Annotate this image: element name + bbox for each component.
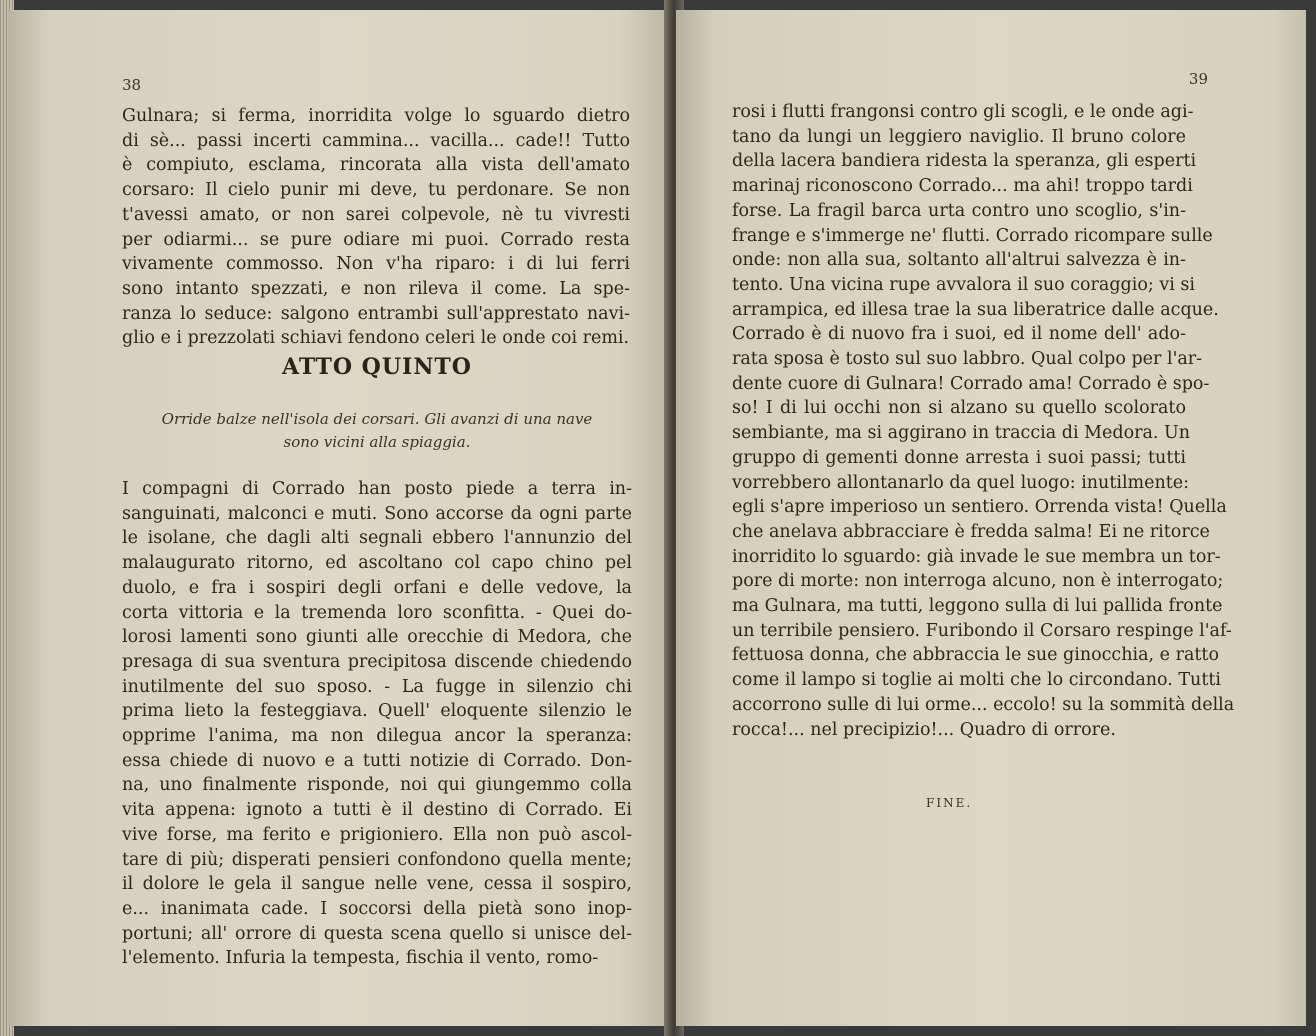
text-line: di sè... passi incerti cammina... vacilla... cade!! Tutto bbox=[122, 130, 630, 151]
page-number: 39 bbox=[1188, 70, 1208, 88]
paragraph bbox=[122, 477, 632, 971]
text-line: e... inanimata cade. I soccorsi della pietà sono inop- bbox=[122, 898, 632, 919]
text-line: vorrebbero allontanarlo da quel luogo: inutilmente: bbox=[732, 472, 1190, 493]
act-heading: ATTO QUINTO bbox=[282, 354, 472, 380]
text-line: glio e i prezzolati schiavi fendono celeri le onde coi remi. bbox=[122, 328, 630, 349]
paragraph bbox=[732, 100, 1235, 742]
text-line: che anelava abbracciare è fredda salma! Ei ne ritorce bbox=[732, 521, 1210, 542]
page-number: 38 bbox=[122, 76, 142, 94]
text-line: so! I di lui occhi non si alzano su quello scolorato bbox=[732, 398, 1186, 419]
text-line: lorosi lamenti sono giunti alle orecchie di Medora, che bbox=[122, 627, 632, 648]
text-line: tano da lungi un leggiero naviglio. Il bruno colore bbox=[732, 126, 1186, 147]
text-line: t'avessi amato, or non sarei colpevole, nè tu vivresti bbox=[122, 204, 630, 225]
text-line: accorrono sulle di lui orme... eccolo! su la sommità della bbox=[732, 694, 1235, 715]
text-line: per odiarmi... se pure odiare mi puoi. Corrado resta bbox=[122, 229, 630, 250]
text-line: forse. La fragil barca urta contro uno scoglio, s'in- bbox=[732, 200, 1186, 221]
text-line: duolo, e fra i sospiri degli orfani e delle vedove, la bbox=[122, 577, 632, 598]
stage-direction bbox=[122, 408, 632, 454]
text-line: vita appena: ignoto a tutti è il destino di Corrado. Ei bbox=[122, 800, 632, 821]
text-line: rata sposa è tosto sul suo labbro. Qual colpo per l'ar- bbox=[732, 349, 1203, 370]
text-line: Orride balze nell'isola dei corsari. Gli avanzi di una nave bbox=[161, 410, 593, 428]
text-line: essa chiede di nuovo e a tutti notizie di Corrado. Don- bbox=[122, 750, 632, 771]
text-line: tare di più; disperati pensieri confondono quella mente; bbox=[122, 849, 632, 870]
text-line: tento. Una vicina rupe avvalora il suo coraggio; vi si bbox=[732, 274, 1195, 295]
text-line: vivamente commosso. Non v'ha riparo: i di lui ferri bbox=[122, 254, 630, 275]
text-line: na, uno finalmente risponde, noi qui giungemmo colla bbox=[122, 775, 632, 796]
text-line: Gulnara; si ferma, inorridita volge lo sguardo dietro bbox=[122, 106, 630, 126]
text-line: vive forse, ma ferito e prigioniero. Ella non può ascol- bbox=[122, 824, 632, 845]
text-line: è compiuto, esclama, rincorata alla vista dell'amato bbox=[122, 155, 630, 176]
text-line: frange e s'immerge ne' flutti. Corrado ricompare sulle bbox=[732, 225, 1213, 246]
right-page bbox=[676, 10, 1306, 1026]
text-line: un terribile pensiero. Furibondo il Corsaro respinge l'af- bbox=[732, 620, 1232, 641]
text-line: rocca!... nel precipizio!... Quadro di orrore. bbox=[732, 719, 1116, 740]
text-line: prima lieto la festeggiava. Quell' eloquente silenzio le bbox=[122, 701, 632, 722]
text-line: malaugurato ritorno, ed ascoltano col capo chino pel bbox=[122, 553, 632, 574]
text-line: dente cuore di Gulnara! Corrado ama! Corrado è spo- bbox=[732, 373, 1210, 394]
text-line: il dolore le gela il sangue nelle vene, cessa il sospiro, bbox=[122, 874, 632, 895]
text-line: gruppo di gementi donne arresta i suoi passi; tutti bbox=[732, 447, 1186, 468]
text-line: opprime l'anima, ma non dilegua ancor la speranza: bbox=[122, 726, 632, 747]
text-line: onde: non alla sua, soltanto all'altrui salvezza è in- bbox=[732, 250, 1186, 271]
text-line: le isolane, che dagli alti segnali ebbero l'annunzio del bbox=[122, 528, 632, 549]
left-page bbox=[8, 10, 672, 1026]
text-line: egli s'apre imperioso un sentiero. Orrenda vista! Quella bbox=[732, 497, 1227, 518]
text-line: corsaro: Il cielo punir mi deve, tu perdonare. Se non bbox=[122, 180, 630, 201]
text-line: sembiante, ma si aggirano in traccia di Medora. Un bbox=[732, 423, 1191, 444]
text-line: l'elemento. Infuria la tempesta, fischia il vento, romo- bbox=[122, 948, 599, 969]
text-line: presaga di sua sventura precipitosa discende chiedendo bbox=[122, 651, 632, 672]
text-line: inorridito lo sguardo: già invade le sue membra un tor- bbox=[732, 546, 1221, 567]
text-line: rosi i flutti frangonsi contro gli scogli, e le onde agi- bbox=[732, 102, 1194, 122]
paragraph bbox=[122, 104, 630, 351]
text-line: pore di morte: non interroga alcuno, non è interrogato; bbox=[732, 571, 1224, 592]
text-line: sanguinati, malconci e muti. Sono accorse da ogni parte bbox=[122, 503, 632, 524]
text-line: corta vittoria e la tremenda loro sconfitta. - Quei do- bbox=[122, 602, 632, 623]
text-line: Corrado è di nuovo fra i suoi, ed il nome dell' ado- bbox=[732, 324, 1186, 345]
text-line: sono vicini alla spiaggia. bbox=[283, 433, 471, 451]
text-line: portuni; all' orrore di questa scena quello si unisce del- bbox=[122, 923, 632, 944]
text-line: ma Gulnara, ma tutti, leggono sulla di lui pallida fronte bbox=[732, 596, 1223, 617]
text-line: I compagni di Corrado han posto piede a terra in- bbox=[122, 479, 632, 499]
text-line: della lacera bandiera ridesta la speranza, gli esperti bbox=[732, 151, 1197, 172]
text-line: ranza lo seduce: salgono entrambi sull'apprestato navi- bbox=[122, 303, 630, 324]
text-line: marinaj riconoscono Corrado... ma ahi! troppo tardi bbox=[732, 176, 1193, 197]
end-mark: FINE. bbox=[926, 796, 973, 810]
text-line: sono intanto spezzati, e non rileva il come. La spe- bbox=[122, 278, 630, 299]
text-line: come il lampo si toglie ai molti che lo circondano. Tutti bbox=[732, 670, 1221, 691]
text-line: fettuosa donna, che abbraccia le sue ginocchia, e ratto bbox=[732, 645, 1219, 666]
text-line: inutilmente del suo sposo. - La fugge in silenzio chi bbox=[122, 676, 632, 697]
text-line: arrampica, ed illesa trae la sua liberatrice dalle acque. bbox=[732, 299, 1219, 320]
